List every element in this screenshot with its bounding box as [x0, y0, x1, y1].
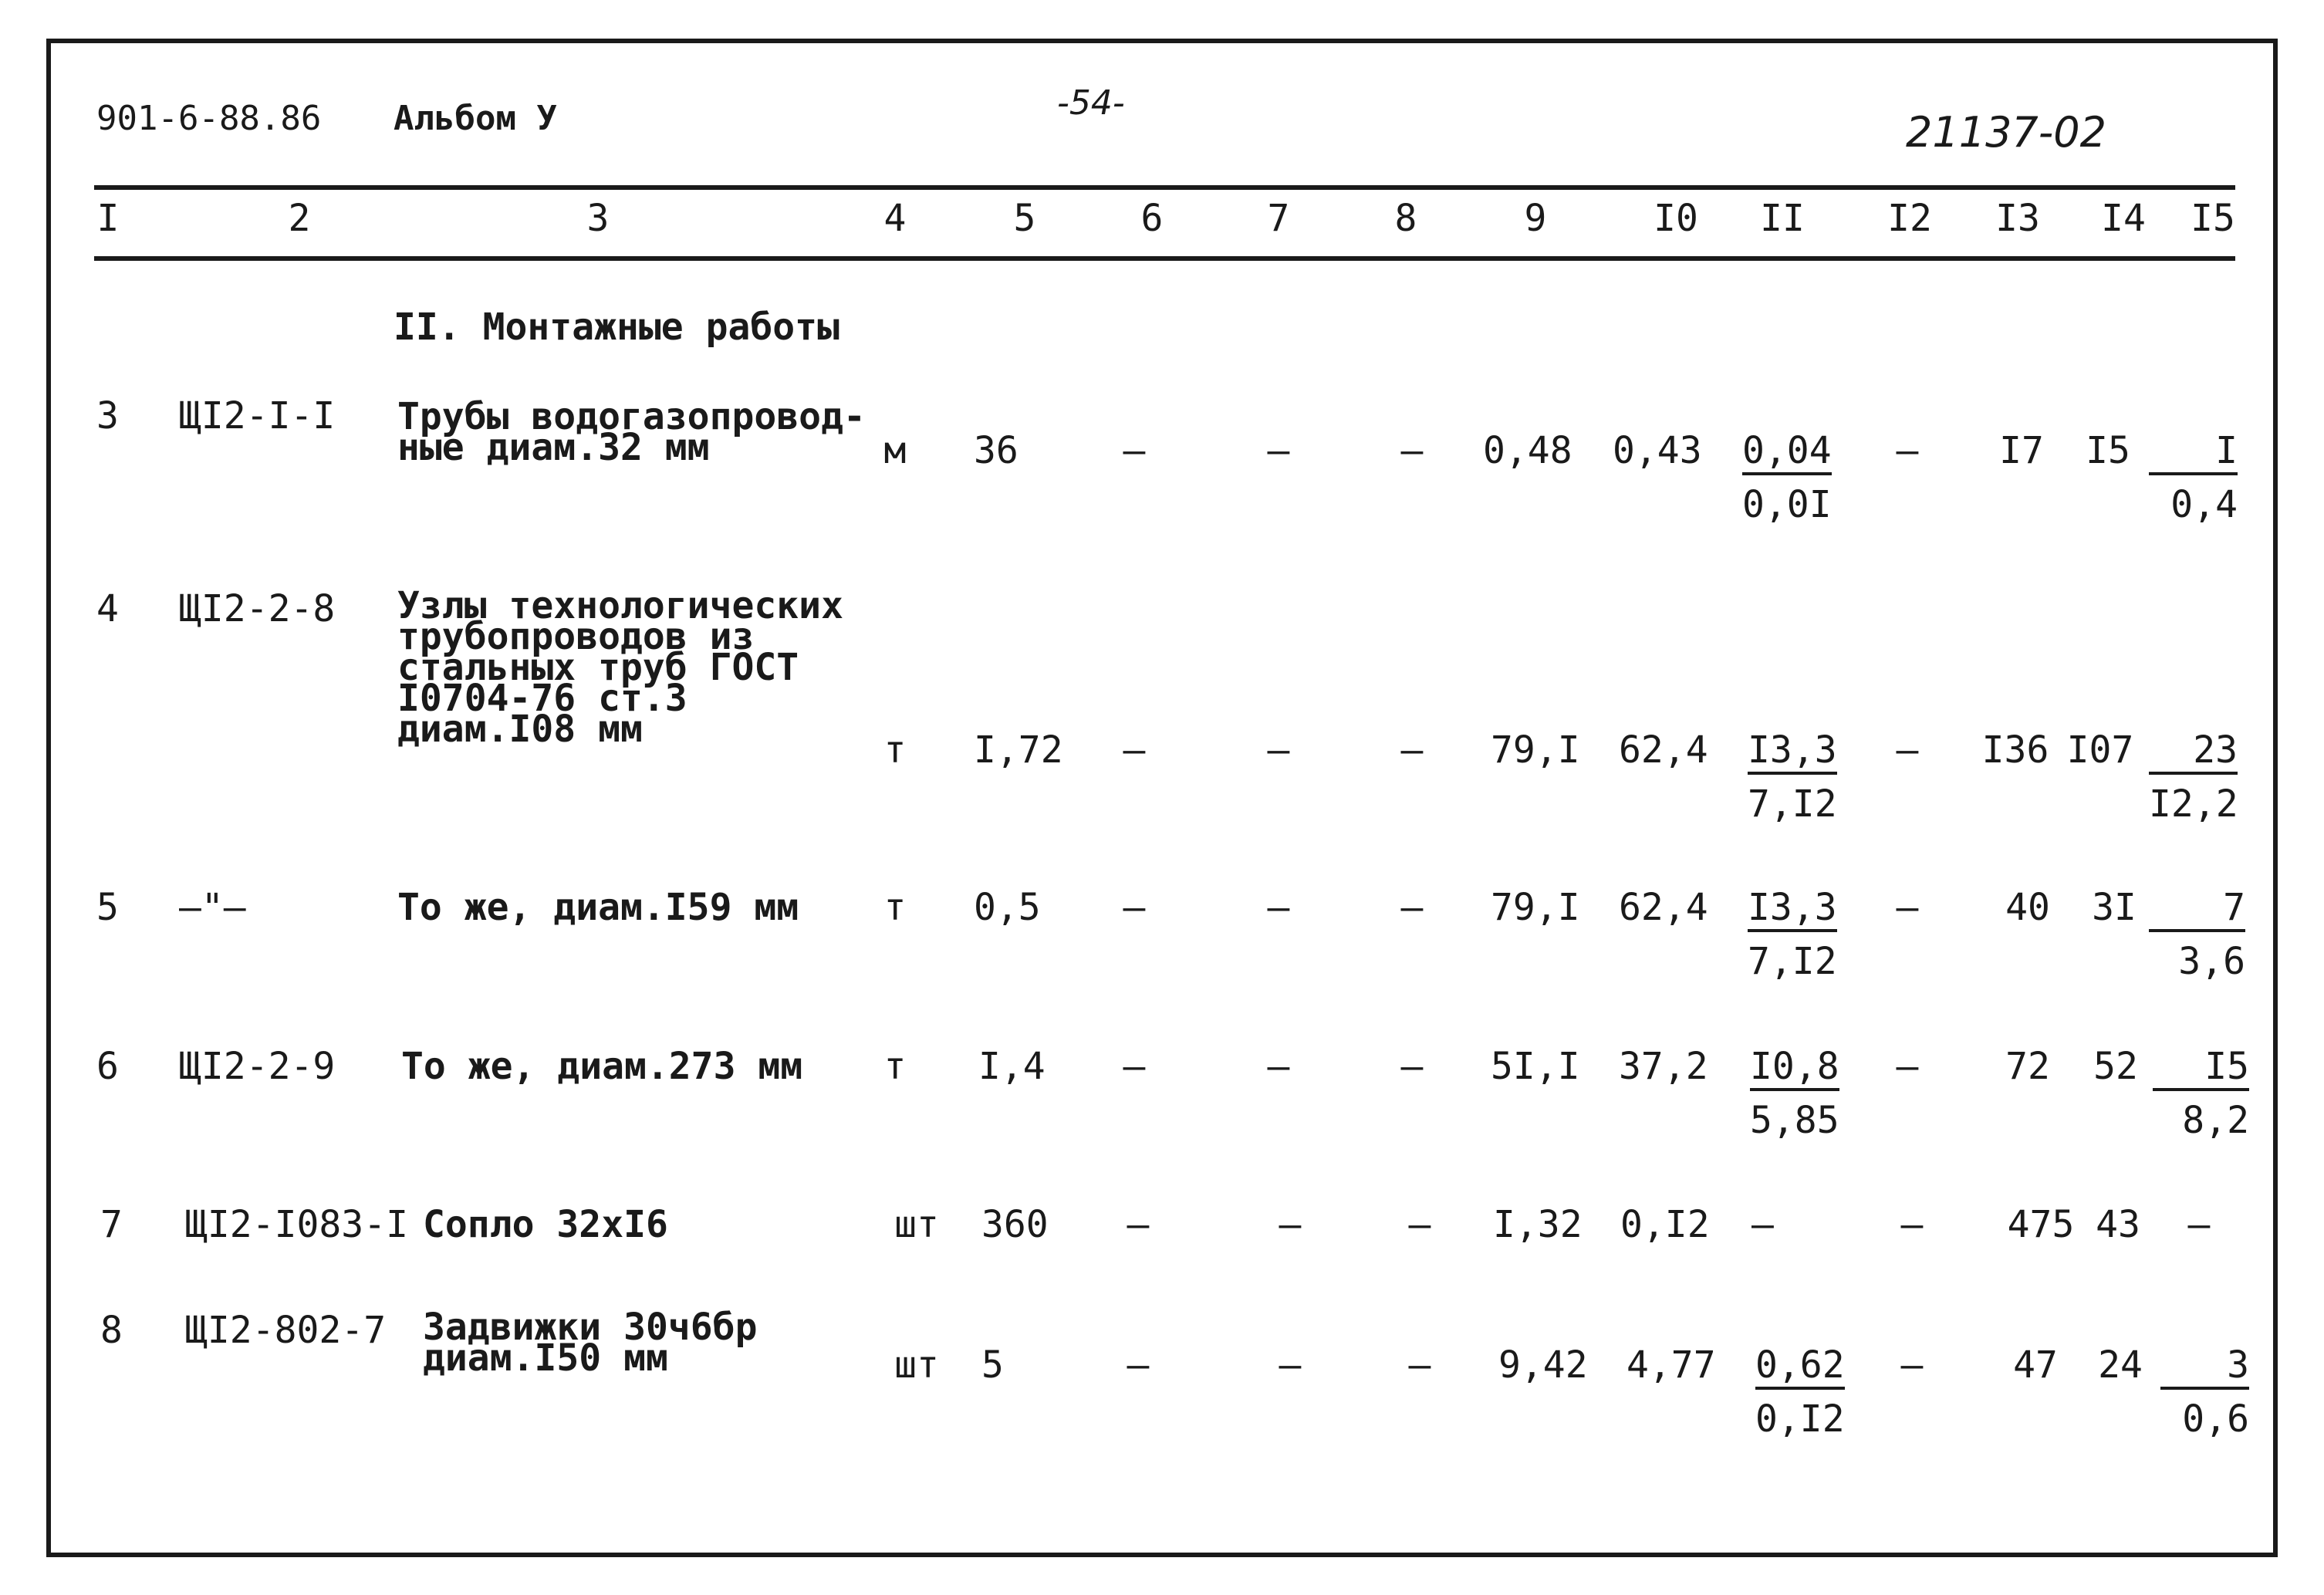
row-description: Сопло 32хI6 — [423, 1203, 668, 1246]
column-number: I4 — [2101, 197, 2146, 240]
fraction-numerator: 0,62 — [1755, 1347, 1845, 1390]
cell-col14: I5 — [2086, 429, 2130, 472]
cell-col10: 62,4 — [1619, 886, 1708, 929]
cell-col9: 5I,I — [1491, 1045, 1580, 1088]
column-number: I — [96, 197, 120, 240]
column-number: 2 — [288, 197, 311, 240]
row-quantity: I,4 — [978, 1045, 1045, 1088]
fraction-numerator: I — [2149, 432, 2238, 475]
cell-col14: I07 — [2066, 728, 2134, 772]
fraction-denominator: 5,85 — [1750, 1099, 1839, 1142]
row-number: 7 — [100, 1203, 123, 1246]
header-bottom-rule — [94, 256, 2235, 261]
header-doc-number: 21137-02 — [1906, 108, 2106, 157]
fraction-denominator: 8,2 — [2182, 1099, 2249, 1142]
cell-col14: 24 — [2098, 1343, 2143, 1387]
cell-col7: – — [1267, 1045, 1290, 1088]
cell-col15-fraction — [2149, 429, 2238, 526]
row-quantity: 36 — [974, 429, 1018, 472]
column-number: I0 — [1653, 197, 1698, 240]
cell-col8: – — [1408, 1343, 1431, 1387]
fraction-denominator: I2,2 — [2149, 782, 2238, 826]
row-description: То же, диам.I59 мм — [397, 886, 799, 929]
row-number: 3 — [96, 394, 119, 438]
cell-col7: – — [1279, 1203, 1302, 1246]
row-unit: шт — [894, 1343, 939, 1387]
row-quantity: I,72 — [974, 728, 1063, 772]
row-description: Узлы технологических трубопроводов из стальных труб ГОСТ I0704-76 ст.3 диам.I08 мм — [397, 584, 843, 751]
cell-col8: – — [1400, 886, 1424, 929]
column-number: II — [1760, 197, 1805, 240]
row-number: 6 — [96, 1045, 119, 1088]
cell-col12: – — [1896, 728, 1919, 772]
header-top-rule — [94, 185, 2235, 190]
row-code: ЩI2-802-7 — [185, 1309, 387, 1352]
cell-col12: – — [1896, 1045, 1919, 1088]
cell-col6: – — [1127, 1203, 1150, 1246]
fraction-denominator: 7,I2 — [1748, 940, 1837, 983]
cell-col14: 43 — [2096, 1203, 2140, 1246]
row-unit: т — [883, 728, 907, 772]
row-description: Задвижки 30ч6бр диам.I50 мм — [423, 1306, 758, 1380]
cell-col10: 62,4 — [1619, 728, 1708, 772]
cell-col6: – — [1123, 429, 1146, 472]
cell-col11-fraction — [1748, 728, 1837, 826]
cell-col8: – — [1400, 728, 1424, 772]
cell-col6: – — [1127, 1343, 1150, 1387]
row-description: То же, диам.273 мм — [401, 1045, 803, 1088]
column-number: 5 — [1013, 197, 1036, 240]
row-code: ЩI2-I083-I — [185, 1203, 408, 1246]
header-code: 901-6-88.86 — [96, 99, 322, 138]
column-number: 7 — [1267, 197, 1290, 240]
cell-col12: – — [1900, 1343, 1924, 1387]
row-quantity: 360 — [981, 1203, 1049, 1246]
fraction-numerator: I5 — [2153, 1048, 2249, 1091]
cell-col15-fraction — [2160, 1343, 2249, 1441]
column-number: I2 — [1887, 197, 1932, 240]
cell-col15-fraction — [2153, 1045, 2249, 1142]
cell-col12: – — [1900, 1203, 1924, 1246]
fraction-numerator: I3,3 — [1748, 889, 1837, 932]
row-code: ЩI2-2-8 — [179, 587, 336, 630]
cell-col6: – — [1123, 886, 1146, 929]
fraction-denominator: 0,4 — [2170, 483, 2238, 526]
cell-col12: – — [1896, 886, 1919, 929]
cell-col15: – — [2187, 1203, 2211, 1246]
cell-col15-fraction — [2149, 728, 2238, 826]
row-quantity: 5 — [981, 1343, 1004, 1387]
cell-col9: 9,42 — [1498, 1343, 1588, 1387]
row-number: 4 — [96, 587, 119, 630]
cell-col10: 0,I2 — [1620, 1203, 1710, 1246]
fraction-denominator: 0,6 — [2182, 1397, 2249, 1441]
fraction-numerator: 23 — [2149, 732, 2238, 775]
row-quantity: 0,5 — [974, 886, 1041, 929]
cell-col6: – — [1123, 728, 1146, 772]
cell-col6: – — [1123, 1045, 1146, 1088]
cell-col9: 0,48 — [1483, 429, 1572, 472]
cell-col9: I,32 — [1493, 1203, 1583, 1246]
cell-col10: 37,2 — [1619, 1045, 1708, 1088]
cell-col11-fraction — [1748, 886, 1837, 983]
cell-col7: – — [1267, 886, 1290, 929]
column-number: 3 — [586, 197, 610, 240]
fraction-numerator: I0,8 — [1750, 1048, 1839, 1091]
cell-col15-fraction — [2149, 886, 2245, 983]
section-title: II. Монтажные работы — [394, 306, 839, 349]
cell-col11: – — [1751, 1203, 1774, 1246]
fraction-numerator: 0,04 — [1742, 432, 1832, 475]
cell-col7: – — [1267, 429, 1290, 472]
cell-col8: – — [1400, 429, 1424, 472]
header-page-number: -54- — [1057, 83, 1125, 123]
cell-col14: 3I — [2092, 886, 2137, 929]
column-number: I3 — [1995, 197, 2040, 240]
row-description: Трубы водогазопровод- ные диам.32 мм — [397, 395, 866, 469]
cell-col8: – — [1400, 1045, 1424, 1088]
column-number: I5 — [2191, 197, 2235, 240]
cell-col11-fraction — [1755, 1343, 1845, 1441]
cell-col12: – — [1896, 429, 1919, 472]
cell-col9: 79,I — [1491, 728, 1580, 772]
column-number: 6 — [1140, 197, 1164, 240]
cell-col7: – — [1279, 1343, 1302, 1387]
fraction-numerator: I3,3 — [1748, 732, 1837, 775]
column-number: 8 — [1394, 197, 1417, 240]
row-code: –"– — [179, 886, 246, 929]
cell-col13: I7 — [1999, 429, 2044, 472]
fraction-denominator: 7,I2 — [1748, 782, 1837, 826]
cell-col13: I36 — [1981, 728, 2049, 772]
row-unit: т — [883, 886, 907, 929]
column-number: 4 — [883, 197, 907, 240]
cell-col13: 72 — [2005, 1045, 2050, 1088]
cell-col10: 4,77 — [1626, 1343, 1716, 1387]
cell-col14: 52 — [2093, 1045, 2138, 1088]
row-code: ЩI2-2-9 — [179, 1045, 336, 1088]
row-number: 5 — [96, 886, 119, 929]
cell-col7: – — [1267, 728, 1290, 772]
row-unit: т — [883, 1045, 907, 1088]
fraction-numerator: 7 — [2149, 889, 2245, 932]
row-number: 8 — [100, 1309, 123, 1352]
cell-col13: 47 — [2013, 1343, 2058, 1387]
fraction-numerator: 3 — [2160, 1347, 2249, 1390]
cell-col13: 475 — [2007, 1203, 2075, 1246]
cell-col13: 40 — [2005, 886, 2050, 929]
cell-col11-fraction — [1742, 429, 1832, 526]
row-code: ЩI2-I-I — [179, 394, 336, 438]
header-album: Альбом У — [394, 99, 557, 138]
cell-col9: 79,I — [1491, 886, 1580, 929]
row-unit: шт — [894, 1203, 939, 1246]
cell-col10: 0,43 — [1613, 429, 1702, 472]
cell-col11-fraction — [1750, 1045, 1839, 1142]
fraction-denominator: 0,0I — [1742, 483, 1832, 526]
cell-col8: – — [1408, 1203, 1431, 1246]
fraction-denominator: 0,I2 — [1755, 1397, 1845, 1441]
column-number: 9 — [1524, 197, 1547, 240]
row-unit: м — [883, 429, 907, 472]
fraction-denominator: 3,6 — [2178, 940, 2245, 983]
